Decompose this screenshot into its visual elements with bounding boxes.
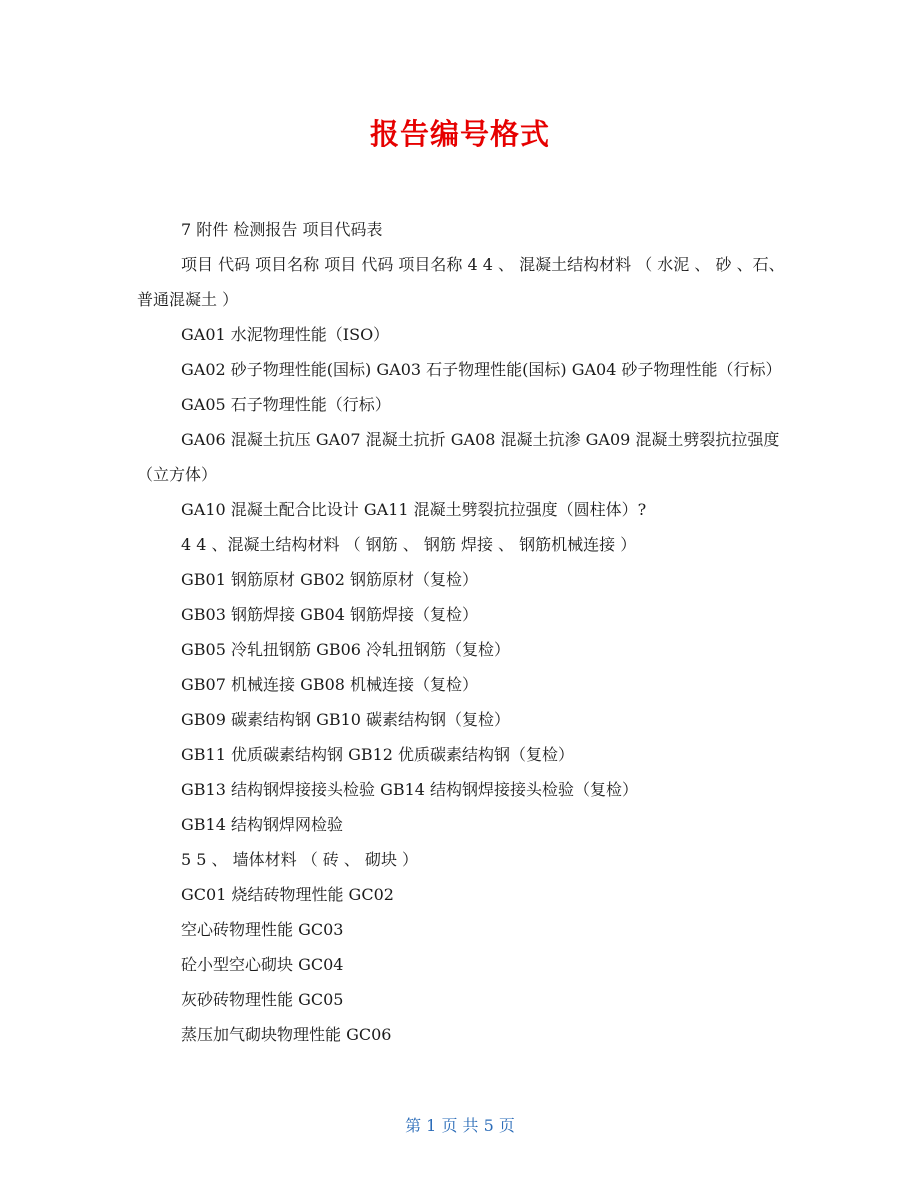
- paragraph: GB03 钢筋焊接 GB04 钢筋焊接（复检）: [181, 605, 479, 624]
- paragraph: GA02 砂子物理性能(国标) GA03 石子物理性能(国标) GA04 砂子物理性能（行标）: [181, 360, 782, 379]
- page-title: 报告编号格式: [369, 117, 550, 151]
- paragraph: 5 5 、 墙体材料 （ 砖 、 砌块 ）: [181, 850, 419, 869]
- paragraph: 4 4 、混凝土结构材料 （ 钢筋 、 钢筋 焊接 、 钢筋机械连接 ）: [181, 535, 637, 554]
- paragraph: GB13 结构钢焊接接头检验 GB14 结构钢焊接接头检验（复检）: [181, 780, 639, 799]
- paragraph: GA01 水泥物理性能（ISO）: [181, 325, 390, 344]
- paragraph: 空心砖物理性能 GC03: [181, 920, 344, 939]
- paragraph: GB11 优质碳素结构钢 GB12 优质碳素结构钢（复检）: [181, 745, 575, 764]
- document-body: [137, 212, 797, 1052]
- paragraph: GB05 冷轧扭钢筋 GB06 冷轧扭钢筋（复检）: [181, 640, 511, 659]
- paragraph: 蒸压加气砌块物理性能 GC06: [181, 1025, 392, 1044]
- paragraph: GB01 钢筋原材 GB02 钢筋原材（复检）: [181, 570, 479, 589]
- paragraph: GA06 混凝土抗压 GA07 混凝土抗折 GA08 混凝土抗渗 GA09 混凝土劈裂抗拉强度（立方体）: [137, 430, 780, 484]
- paragraph: 项目 代码 项目名称 项目 代码 项目名称 4 4 、 混凝土结构材料 （ 水泥 、 砂 、石、 普通混凝土 ）: [137, 255, 790, 309]
- paragraph: GB14 结构钢焊网检验: [181, 815, 343, 834]
- paragraph: 砼小型空心砌块 GC04: [181, 955, 344, 974]
- paragraph: GB09 碳素结构钢 GB10 碳素结构钢（复检）: [181, 710, 511, 729]
- paragraph: GA10 混凝土配合比设计 GA11 混凝土劈裂抗拉强度（圆柱体）?: [181, 500, 647, 519]
- paragraph: 7 附件 检测报告 项目代码表: [181, 220, 383, 239]
- paragraph: GB07 机械连接 GB08 机械连接（复检）: [181, 675, 479, 694]
- paragraph: 灰砂砖物理性能 GC05: [181, 990, 344, 1009]
- page-number-footer: 第 1 页 共 5 页: [405, 1116, 515, 1135]
- paragraph: GC01 烧结砖物理性能 GC02: [181, 885, 394, 904]
- paragraph: GA05 石子物理性能（行标）: [181, 395, 391, 414]
